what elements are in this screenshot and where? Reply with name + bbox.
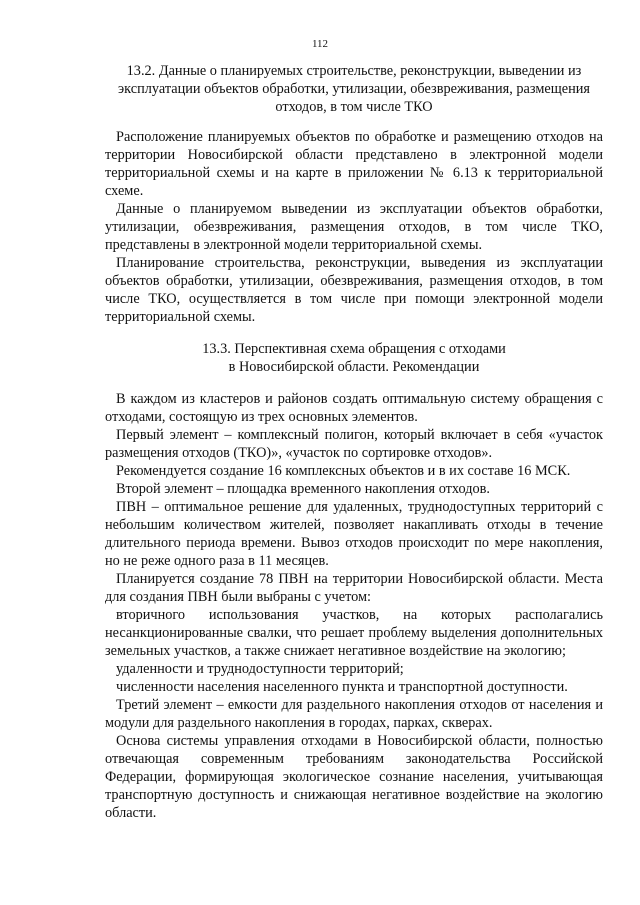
section-13-3-title-line-1: 13.3. Перспективная схема обращения с отходами xyxy=(202,341,506,357)
section-13-3-heading-block xyxy=(105,340,603,376)
section-13-2-title: 13.2. Данные о планируемых строительстве, реконструкции, выведении из эксплуатации объектов обработки, утилизации, обезвреживания, размещения отходов, в том числе ТКО xyxy=(118,63,590,115)
paragraph: удаленности и труднодоступности территорий; xyxy=(116,661,404,677)
section-13-2-heading-block xyxy=(105,62,603,116)
paragraph: Данные о планируемом выведении из эксплуатации объектов обработки, утилизации, обезвреживания, размещения отходов, в том числе ТКО, представлены в электронной модели территориальной схемы. xyxy=(105,201,603,253)
page-number: 112 xyxy=(311,38,329,50)
paragraph: Третий элемент – емкости для раздельного накопления отходов от населения и модули для раздельного накопления в городах, парках, скверах. xyxy=(105,697,603,731)
section-13-3-title-line-2: в Новосибирской области. Рекомендации xyxy=(228,359,480,375)
section-13-2-body xyxy=(105,128,603,326)
paragraph: Планирование строительства, реконструкции, выведения из эксплуатации объектов обработки, утилизации, обезвреживания, размещения отходов, в том числе ТКО, осуществляется в том числе при помощи электронной модели территориальной схемы. xyxy=(105,255,603,325)
paragraph: Первый элемент – комплексный полигон, который включает в себя «участок размещения отходов (ТКО)», «участок по сортировке отходов». xyxy=(105,427,603,461)
paragraph: численности населения населенного пункта и транспортной доступности. xyxy=(116,679,568,695)
paragraph: Второй элемент – площадка временного накопления отходов. xyxy=(116,481,490,497)
paragraph: В каждом из кластеров и районов создать оптимальную систему обращения с отходами, состоящую из трех основных элементов. xyxy=(105,391,603,425)
paragraph: Рекомендуется создание 16 комплексных объектов и в их составе 16 МСК. xyxy=(116,463,571,479)
paragraph: Планируется создание 78 ПВН на территории Новосибирской области. Места для создания ПВН были выбраны с учетом: xyxy=(105,571,603,605)
section-13-3-body xyxy=(105,390,603,822)
paragraph: Расположение планируемых объектов по обработке и размещению отходов на территории Новосибирской области представлено в электронной модели территориальной схемы и на карте в приложении № 6.13 к территориальной схеме. xyxy=(105,129,603,199)
paragraph: ПВН – оптимальное решение для удаленных, труднодоступных территорий с небольшим количеством жителей, позволяет накапливать отходы в течение длительного периода времени. Вывоз отходов происходит по мере накопления, но не реже одного раза в 11 месяцев. xyxy=(105,499,603,569)
paragraph: вторичного использования участков, на которых располагались несанкционированные свалки, что решает проблему выделения дополнительных земельных участков, а также снижает негативное воздействие на экологию; xyxy=(105,607,603,659)
paragraph: Основа системы управления отходами в Новосибирской области, полностью отвечающая современным требованиям законодательства Российской Федерации, формирующая экологическое сознание населения, учитывающая транспортную доступность и снижающая негативное воздействие на экологию области. xyxy=(105,733,603,821)
